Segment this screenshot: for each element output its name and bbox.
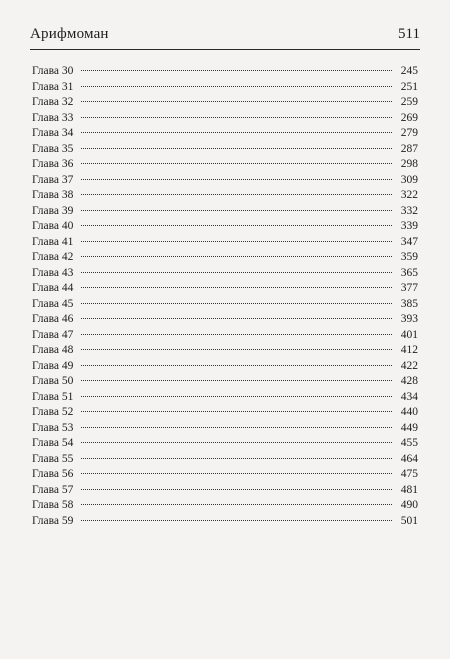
chapter-title: Глава 53 — [32, 421, 74, 434]
toc-entry — [32, 80, 418, 96]
chapter-page-number: 385 — [400, 297, 418, 310]
chapter-title: Глава 59 — [32, 514, 74, 527]
dot-leader — [81, 287, 392, 288]
toc-entry — [32, 359, 418, 375]
dot-leader — [81, 458, 392, 459]
chapter-title: Глава 37 — [32, 173, 74, 186]
chapter-page-number: 347 — [400, 235, 418, 248]
chapter-page-number: 339 — [400, 220, 418, 232]
dot-leader — [81, 318, 392, 319]
toc-entry — [32, 64, 418, 80]
page-number: 511 — [398, 26, 420, 42]
chapter-title: Глава 48 — [32, 344, 74, 356]
chapter-title: Глава 45 — [32, 297, 74, 310]
dot-leader — [81, 520, 392, 521]
toc-entry — [32, 188, 418, 204]
chapter-page-number: 401 — [400, 328, 418, 341]
dot-leader — [81, 349, 392, 350]
chapter-page-number: 251 — [400, 80, 418, 93]
chapter-page-number: 449 — [400, 421, 418, 434]
dot-leader — [81, 179, 392, 180]
chapter-page-number: 269 — [400, 111, 418, 124]
toc-entry — [32, 266, 418, 282]
header-rule — [30, 49, 420, 50]
toc-entry — [32, 498, 418, 514]
toc-entry — [32, 405, 418, 421]
chapter-title: Глава 34 — [32, 127, 74, 139]
chapter-page-number: 475 — [400, 468, 418, 480]
toc-entry — [32, 452, 418, 468]
dot-leader — [81, 210, 392, 211]
dot-leader — [81, 272, 392, 273]
dot-leader — [81, 396, 392, 397]
dot-leader — [81, 365, 392, 366]
toc-entry — [32, 95, 418, 111]
dot-leader — [81, 489, 392, 490]
toc-entry — [32, 111, 418, 127]
toc-entry — [32, 483, 418, 499]
chapter-title: Глава 56 — [32, 468, 74, 480]
chapter-page-number: 322 — [400, 189, 418, 201]
dot-leader — [81, 148, 392, 149]
chapter-title: Глава 31 — [32, 80, 74, 93]
toc-entry — [32, 467, 418, 483]
chapter-page-number: 365 — [400, 266, 418, 279]
chapter-title: Глава 44 — [32, 282, 74, 294]
chapter-page-number: 259 — [400, 96, 418, 108]
chapter-page-number: 422 — [400, 359, 418, 372]
chapter-page-number: 455 — [400, 437, 418, 449]
dot-leader — [81, 411, 392, 412]
toc-entry — [32, 374, 418, 390]
chapter-title: Глава 54 — [32, 437, 74, 449]
chapter-page-number: 359 — [400, 251, 418, 263]
toc-entry — [32, 343, 418, 359]
table-of-contents — [32, 64, 418, 529]
toc-entry — [32, 173, 418, 189]
chapter-page-number: 412 — [400, 344, 418, 356]
dot-leader — [81, 132, 392, 133]
chapter-page-number: 490 — [400, 499, 418, 511]
dot-leader — [81, 194, 392, 195]
dot-leader — [81, 101, 392, 102]
toc-entry — [32, 126, 418, 142]
dot-leader — [81, 225, 392, 226]
chapter-page-number: 464 — [400, 452, 418, 465]
toc-entry — [32, 297, 418, 313]
dot-leader — [81, 504, 392, 505]
chapter-title: Глава 36 — [32, 158, 74, 170]
toc-entry — [32, 390, 418, 406]
chapter-page-number: 440 — [400, 406, 418, 418]
running-head — [30, 26, 420, 48]
chapter-title: Глава 39 — [32, 204, 74, 217]
chapter-page-number: 434 — [400, 390, 418, 403]
chapter-page-number: 332 — [400, 204, 418, 217]
toc-entry — [32, 421, 418, 437]
dot-leader — [81, 427, 392, 428]
chapter-title: Глава 50 — [32, 375, 74, 387]
chapter-title: Глава 33 — [32, 111, 74, 124]
chapter-title: Глава 38 — [32, 189, 74, 201]
book-title: Арифмоман — [30, 26, 109, 42]
chapter-page-number: 377 — [400, 282, 418, 294]
chapter-title: Глава 51 — [32, 390, 74, 403]
toc-entry — [32, 436, 418, 452]
chapter-page-number: 245 — [400, 65, 418, 77]
chapter-page-number: 428 — [400, 375, 418, 387]
dot-leader — [81, 334, 392, 335]
chapter-page-number: 287 — [400, 142, 418, 155]
chapter-title: Глава 42 — [32, 251, 74, 263]
chapter-title: Глава 43 — [32, 266, 74, 279]
dot-leader — [81, 442, 392, 443]
chapter-title: Глава 55 — [32, 452, 74, 465]
chapter-title: Глава 32 — [32, 96, 74, 108]
dot-leader — [81, 303, 392, 304]
toc-entry — [32, 219, 418, 235]
dot-leader — [81, 163, 392, 164]
chapter-title: Глава 40 — [32, 220, 74, 232]
toc-entry — [32, 514, 418, 530]
chapter-title: Глава 30 — [32, 65, 74, 77]
toc-entry — [32, 281, 418, 297]
chapter-page-number: 501 — [400, 514, 418, 527]
chapter-page-number: 279 — [400, 127, 418, 139]
chapter-title: Глава 52 — [32, 406, 74, 418]
toc-entry — [32, 157, 418, 173]
dot-leader — [81, 117, 392, 118]
chapter-title: Глава 57 — [32, 483, 74, 496]
chapter-title: Глава 46 — [32, 313, 74, 325]
toc-entry — [32, 312, 418, 328]
chapter-page-number: 481 — [400, 483, 418, 496]
chapter-title: Глава 41 — [32, 235, 74, 248]
toc-entry — [32, 204, 418, 220]
chapter-page-number: 309 — [400, 173, 418, 186]
dot-leader — [81, 241, 392, 242]
dot-leader — [81, 70, 392, 71]
toc-entry — [32, 250, 418, 266]
dot-leader — [81, 86, 392, 87]
chapter-title: Глава 49 — [32, 359, 74, 372]
chapter-title: Глава 58 — [32, 499, 74, 511]
dot-leader — [81, 380, 392, 381]
chapter-title: Глава 35 — [32, 142, 74, 155]
chapter-title: Глава 47 — [32, 328, 74, 341]
dot-leader — [81, 256, 392, 257]
dot-leader — [81, 473, 392, 474]
toc-entry — [32, 328, 418, 344]
chapter-page-number: 298 — [400, 158, 418, 170]
toc-entry — [32, 235, 418, 251]
chapter-page-number: 393 — [400, 313, 418, 325]
toc-entry — [32, 142, 418, 158]
